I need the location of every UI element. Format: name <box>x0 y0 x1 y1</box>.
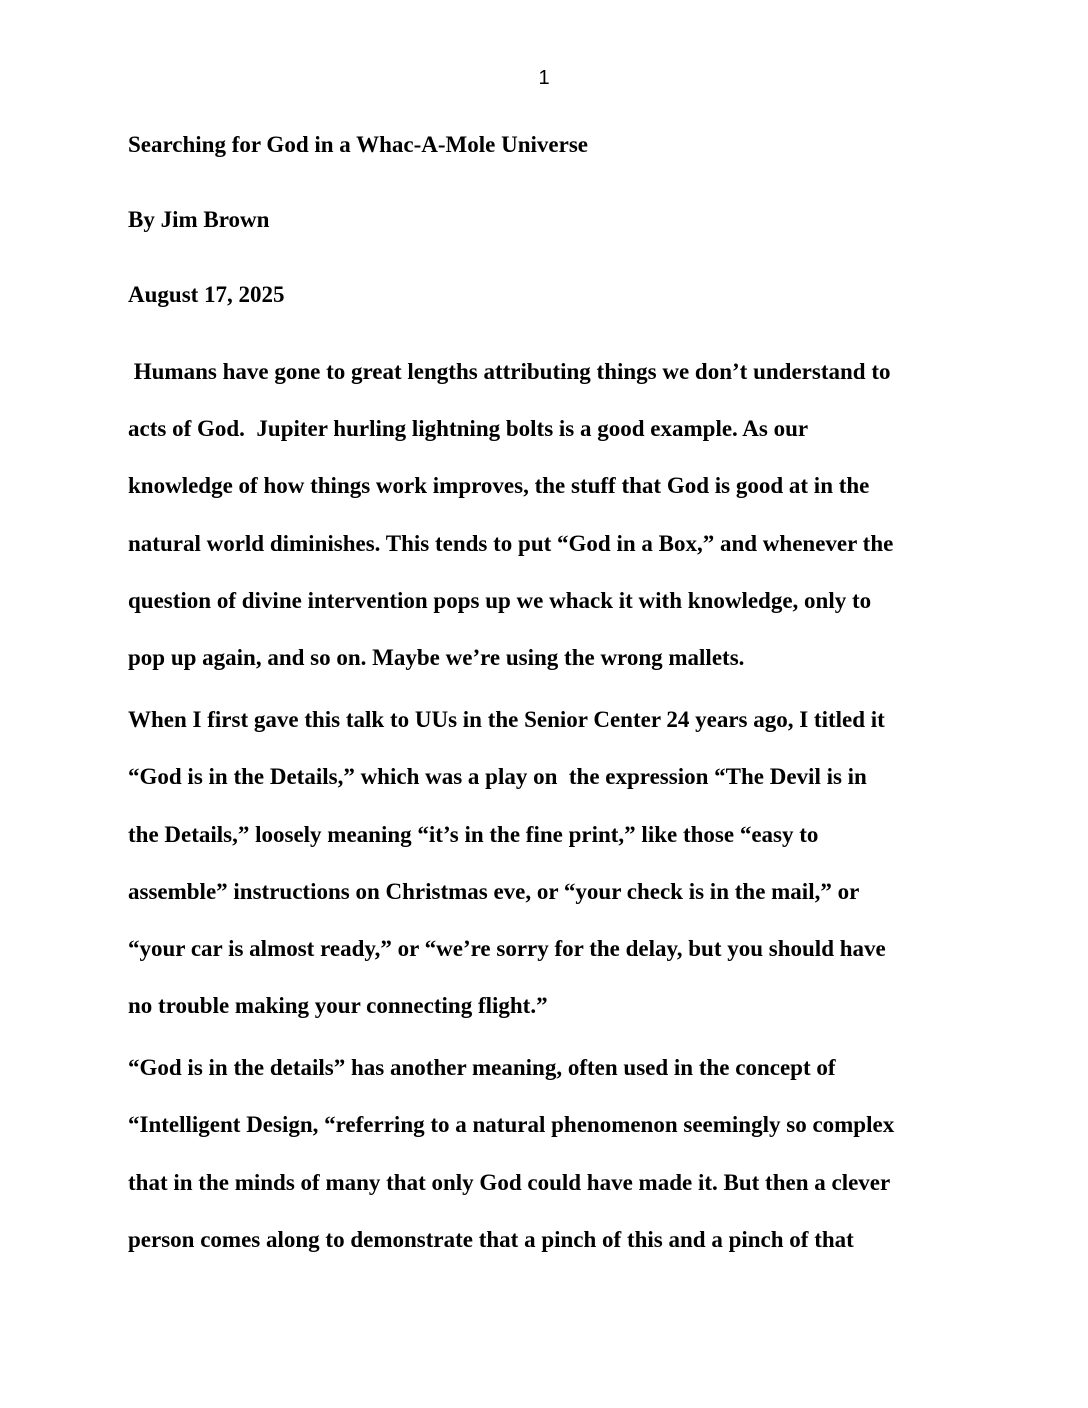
text-line: natural world diminishes. This tends to put “God in a Box,” and whenever the <box>128 530 894 556</box>
text-line: “Intelligent Design, “referring to a natural phenomenon seemingly so complex <box>128 1112 895 1138</box>
paragraph-1 <box>128 343 964 686</box>
date: August 17, 2025 <box>128 282 285 307</box>
text-line: that in the minds of many that only God could have made it. But then a clever <box>128 1169 891 1195</box>
page-number: 1 <box>538 67 550 89</box>
document-title: Searching for God in a Whac-A-Mole Universe <box>128 132 588 157</box>
text-line: acts of God. Jupiter hurling lightning bolts is a good example. As our <box>128 416 809 442</box>
text-line: question of divine intervention pops up we whack it with knowledge, only to <box>128 587 872 613</box>
paragraph-2 <box>128 691 964 1034</box>
document-body <box>128 126 964 1268</box>
text-line: pop up again, and so on. Maybe we’re using the wrong mallets. <box>128 644 745 670</box>
text-line: assemble” instructions on Christmas eve, or “your check is in the mail,” or <box>128 878 860 904</box>
text-line: “God is in the Details,” which was a play on the expression “The Devil is in <box>128 764 867 790</box>
text-line: the Details,” loosely meaning “it’s in the fine print,” like those “easy to <box>128 821 819 847</box>
text-line: When I first gave this talk to UUs in the Senior Center 24 years ago, I titled it <box>128 707 885 733</box>
text-line: no trouble making your connecting flight.” <box>128 993 548 1019</box>
paragraph-3 <box>128 1039 964 1268</box>
text-line: knowledge of how things work improves, the stuff that God is good at in the <box>128 473 870 499</box>
text-line: “God is in the details” has another meaning, often used in the concept of <box>128 1055 836 1081</box>
text-line: “your car is almost ready,” or “we’re sorry for the delay, but you should have <box>128 935 886 961</box>
text-line: person comes along to demonstrate that a pinch of this and a pinch of that <box>128 1226 854 1252</box>
text-line: Humans have gone to great lengths attributing things we don’t understand to <box>128 359 891 384</box>
byline: By Jim Brown <box>128 207 270 232</box>
